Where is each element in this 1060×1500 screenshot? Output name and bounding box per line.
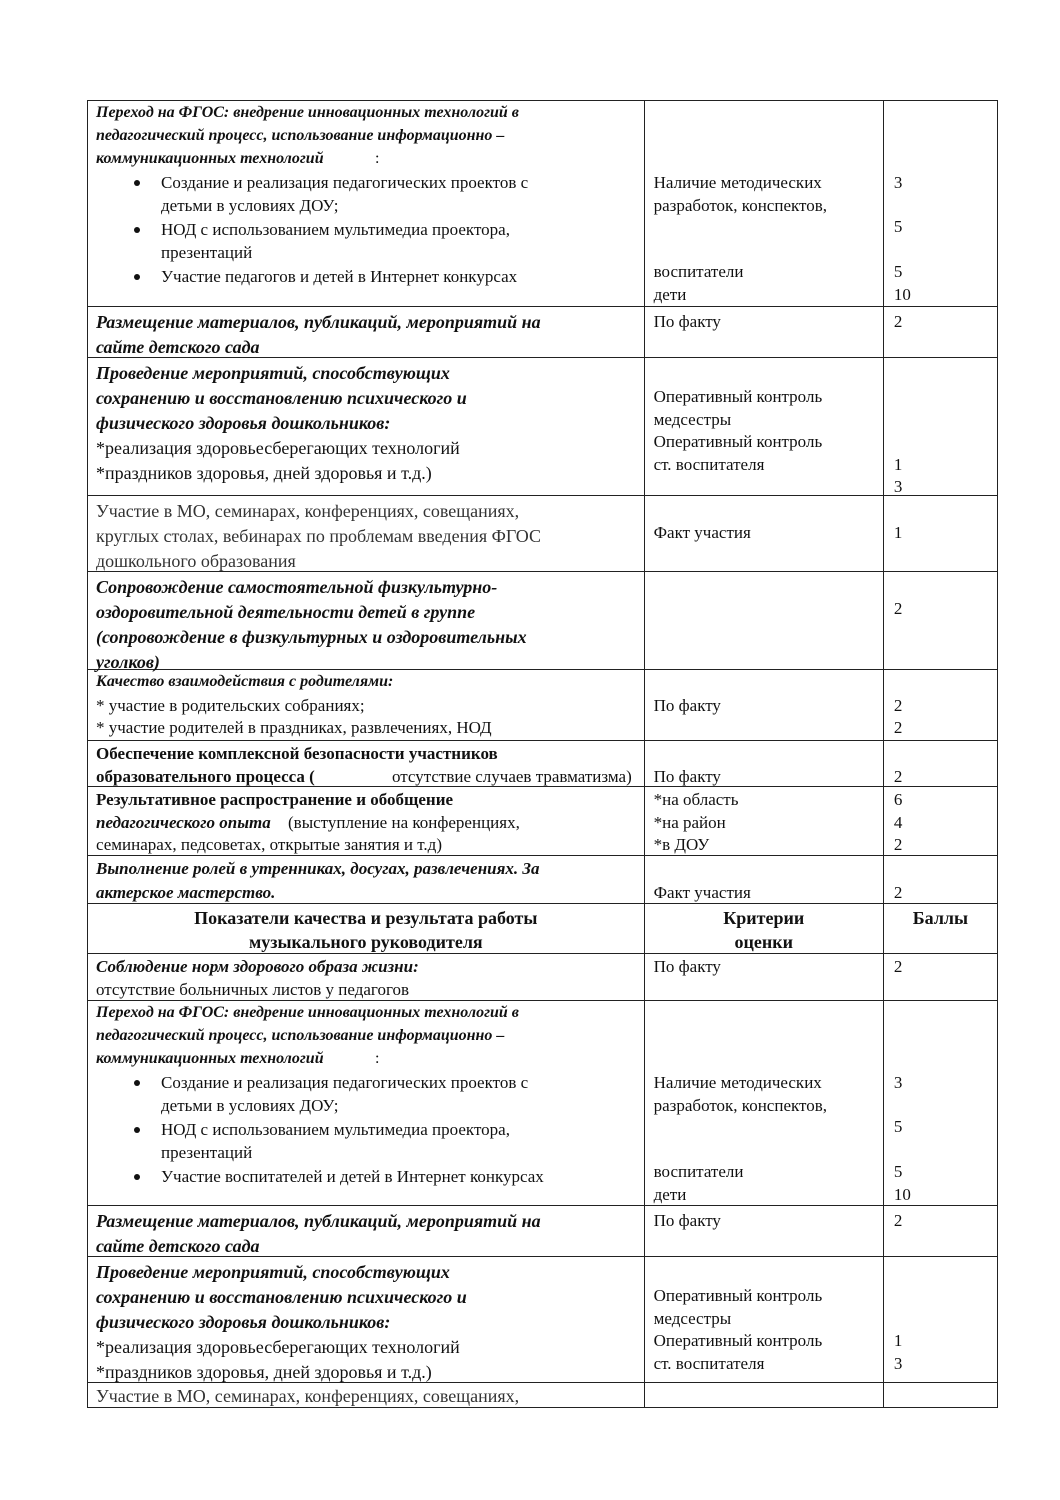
cell-text: дошкольного образования [96,551,296,571]
evaluation-table [87,100,998,1408]
indicator-cell [88,1206,645,1257]
criteria-cell [644,670,883,741]
header-label: Баллы [912,908,969,928]
cell-text: Выполнение ролей в утренниках, досугах, развлечениях. За [96,859,540,878]
cell-text: По факту [653,957,721,976]
cell-text: * участие родителей в праздниках, развлечениях, НОД [96,718,492,737]
table-row [88,496,998,572]
cell-text: *на район [653,813,726,832]
cell-text: 2 [893,718,903,737]
indicator-cell [88,1001,645,1206]
cell-text: семинарах, педсоветах, открытые занятия и т.д) [96,835,442,854]
indicator-cell [88,787,645,856]
cell-text: Наличие методических [653,1073,822,1092]
score-cell [883,358,997,496]
score-cell [883,101,997,307]
cell-text: воспитатели [653,1162,744,1181]
cell-text: Переход на ФГОС: внедрение инновационных технологий в [96,1004,519,1021]
cell-text: 10 [893,285,911,304]
score-cell [883,1257,997,1383]
cell-text: отсутствие случаев травматизма) [392,767,632,786]
bullet-icon [134,180,140,186]
criteria-cell [644,358,883,496]
criteria-cell [644,954,883,1001]
header-label: Критерии [723,908,805,928]
cell-text: сохранению и восстановлению психического и [96,1287,467,1307]
cell-text: воспитатели [653,262,744,281]
cell-text: * участие в родительских собраниях; [96,696,365,715]
cell-text: : [375,150,380,167]
table-row [88,101,998,307]
indicator-cell [88,358,645,496]
criteria-cell [644,904,883,954]
cell-text: 5 [893,1117,903,1136]
cell-text: разработок, конспектов, [653,196,828,215]
cell-text: По факту [653,696,721,715]
cell-text: НОД с использованием мультимедиа проектора, [161,220,510,239]
criteria-cell [644,856,883,904]
cell-text: Качество взаимодействия с родителями: [96,673,394,690]
cell-text: круглых столах, вебинарах по проблемам введения ФГОС [96,526,542,546]
indicator-cell [88,954,645,1001]
table-row [88,1383,998,1408]
cell-text: медсестры [653,410,732,429]
score-cell [883,787,997,856]
cell-text: (выступление на конференциях, [288,813,520,832]
cell-text: сайте детского сада [96,1236,260,1256]
score-cell [883,856,997,904]
cell-text: физического здоровья дошкольников: [96,413,391,433]
cell-text: 2 [893,1211,903,1230]
table-row [88,1206,998,1257]
criteria-cell [644,496,883,572]
cell-text: уголков) [96,652,160,672]
cell-text: 1 [893,1331,903,1350]
cell-text: Сопровождение самостоятельной физкультурно- [96,577,498,597]
cell-text: *реализация здоровьесберегающих технологий [96,438,460,458]
cell-text: коммуникационных технологий [96,150,324,167]
cell-text: 6 [893,790,903,809]
table-row [88,307,998,358]
cell-text: 5 [893,1162,903,1181]
cell-text: педагогический процесс, использование информационно – [96,1027,505,1044]
cell-text: ст. воспитателя [653,455,765,474]
header-label: оценки [734,932,793,952]
indicator-cell [88,741,645,787]
bullet-icon [134,1127,140,1133]
indicator-cell [88,496,645,572]
cell-text: 5 [893,262,903,281]
table-row [88,787,998,856]
cell-text: педагогический процесс, использование информационно – [96,127,505,144]
criteria-cell [644,1001,883,1206]
criteria-cell [644,572,883,670]
indicator-cell [88,670,645,741]
cell-text: 5 [893,217,903,236]
table-row [88,670,998,741]
indicator-cell [88,1383,645,1408]
table-row [88,358,998,496]
cell-text: Обеспечение комплексной безопасности участников [96,744,498,763]
cell-text: Факт участия [653,523,751,542]
score-cell [883,496,997,572]
table-header-row [88,904,998,954]
cell-text: Участие педагогов и детей в Интернет конкурсах [161,267,518,286]
cell-text: дети [653,285,687,304]
indicator-cell [88,101,645,307]
cell-text: Наличие методических [653,173,822,192]
cell-text: *на область [653,790,739,809]
cell-text: 2 [893,957,903,976]
indicator-cell [88,904,645,954]
score-cell [883,307,997,358]
table-row [88,954,998,1001]
cell-text: ст. воспитателя [653,1354,765,1373]
cell-text: сохранению и восстановлению психического и [96,388,467,408]
cell-text: *праздников здоровья, дней здоровья и т.д.) [96,1362,432,1382]
cell-text: Оперативный контроль [653,1331,823,1350]
cell-text: Проведение мероприятий, способствующих [96,1262,450,1282]
cell-text: Результативное распространение и обобщение [96,790,454,809]
criteria-cell [644,787,883,856]
cell-text: разработок, конспектов, [653,1096,828,1115]
score-cell [883,741,997,787]
bullet-icon [134,274,140,280]
cell-text: По факту [653,1211,721,1230]
cell-text: Оперативный контроль [653,432,823,451]
criteria-cell [644,101,883,307]
cell-text: 3 [893,477,903,496]
cell-text: детьми в условиях ДОУ; [161,1096,339,1115]
bullet-icon [134,1174,140,1180]
bullet-icon [134,1080,140,1086]
cell-text: презентаций [161,243,253,262]
criteria-cell [644,1206,883,1257]
indicator-cell [88,856,645,904]
cell-text: детьми в условиях ДОУ; [161,196,339,215]
cell-text: оздоровительной деятельности детей в группе [96,602,476,622]
criteria-cell [644,307,883,358]
cell-text: коммуникационных технологий [96,1050,324,1067]
score-cell [883,1001,997,1206]
cell-text: Размещение материалов, публикаций, мероприятий на [96,1211,541,1231]
cell-text: *праздников здоровья, дней здоровья и т.д.) [96,463,432,483]
cell-text: Участие в МО, семинарах, конференциях, совещаниях, [96,501,520,521]
cell-text: 1 [893,455,903,474]
cell-text: (сопровождение в физкультурных и оздоровительных [96,627,527,647]
cell-text: 3 [893,1073,903,1092]
cell-text: педагогического опыта [96,813,271,832]
cell-text: Проведение мероприятий, способствующих [96,363,450,383]
cell-text: Участие воспитателей и детей в Интернет конкурсах [161,1167,544,1186]
cell-text: 2 [893,767,903,786]
cell-text: НОД с использованием мультимедиа проектора, [161,1120,510,1139]
table-row [88,856,998,904]
table-row [88,741,998,787]
criteria-cell [644,741,883,787]
cell-text: презентаций [161,1143,253,1162]
cell-text: 3 [893,173,903,192]
cell-text: Оперативный контроль [653,387,823,406]
bullet-icon [134,227,140,233]
indicator-cell [88,1257,645,1383]
cell-text: : [375,1050,380,1067]
cell-text: 2 [893,696,903,715]
criteria-cell [644,1257,883,1383]
cell-text: Создание и реализация педагогических проектов с [161,1073,529,1092]
score-cell [883,572,997,670]
table-row [88,572,998,670]
indicator-cell [88,307,645,358]
cell-text: Размещение материалов, публикаций, мероприятий на [96,312,541,332]
indicator-cell [88,572,645,670]
cell-text: Оперативный контроль [653,1286,823,1305]
cell-text: 3 [893,1354,903,1373]
header-label: Показатели качества и результата работы [194,908,538,928]
table-row [88,1257,998,1383]
cell-text: Переход на ФГОС: внедрение инновационных технологий в [96,104,519,121]
cell-text: 10 [893,1185,911,1204]
score-cell [883,1206,997,1257]
cell-text: дети [653,1185,687,1204]
table-row [88,1001,998,1206]
cell-text: По факту [653,767,721,786]
cell-text: 1 [893,523,903,542]
cell-text: Соблюдение норм здорового образа жизни: [96,957,419,976]
cell-text: *в ДОУ [653,835,710,854]
score-cell [883,954,997,1001]
cell-text: отсутствие больничных листов у педагогов [96,980,410,999]
cell-text: актерское мастерство. [96,883,276,902]
cell-text: образовательного процесса ( [96,767,315,786]
cell-text: 2 [893,312,903,331]
cell-text: 2 [893,835,903,854]
score-cell [883,904,997,954]
cell-text: Участие в МО, семинарах, конференциях, совещаниях, [96,1386,520,1406]
cell-text: сайте детского сада [96,337,260,357]
cell-text: *реализация здоровьесберегающих технологий [96,1337,460,1357]
cell-text: медсестры [653,1309,732,1328]
score-cell [883,670,997,741]
cell-text: Факт участия [653,883,751,902]
cell-text: физического здоровья дошкольников: [96,1312,391,1332]
cell-text: 2 [893,883,903,902]
criteria-cell [644,1383,883,1408]
cell-text: 2 [893,599,903,618]
cell-text: По факту [653,312,721,331]
cell-text: 4 [893,813,903,832]
cell-text: Создание и реализация педагогических проектов с [161,173,529,192]
header-label: музыкального руководителя [248,932,483,952]
score-cell [883,1383,997,1408]
